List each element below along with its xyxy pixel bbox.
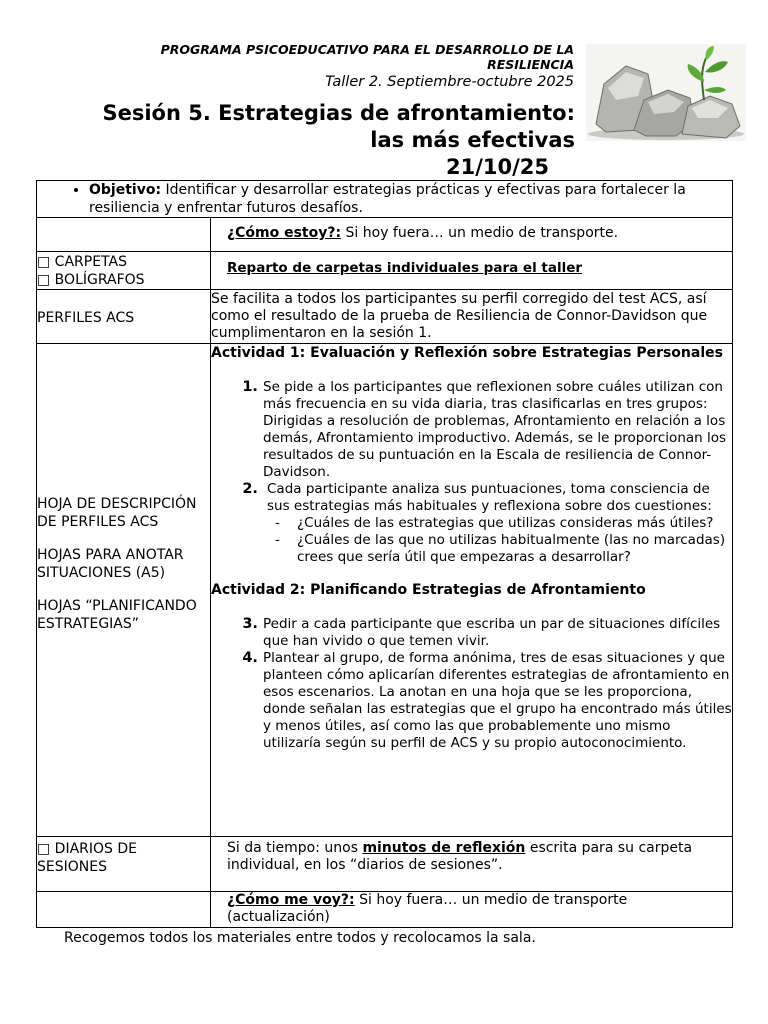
carpetas-row <box>37 252 733 290</box>
checkbox-glyph-icon: □ <box>37 841 51 857</box>
perfiles-desc: Se facilita a todos los participantes su perfil corregido del test ACS, así como el resultado de la prueba de Resiliencia de Connor-Davidson que cumplimentaron en la sesión 1. <box>211 290 733 344</box>
diarios-desc-cell <box>211 837 733 892</box>
rocks-with-sprout-image <box>586 44 746 141</box>
checkbox-glyph-icon: □ <box>37 272 51 288</box>
objective-label: Objetivo: <box>89 182 162 198</box>
step-2 <box>263 481 732 566</box>
perfiles-label: PERFILES ACS <box>37 290 211 344</box>
step-1: 1. Se pide a los participantes que reflexionen sobre cuáles utilizan con más frecuencia en su vida diaria, tras clasificarlas en tres grupos: Dirigidas a resolución de problemas, Afrontamiento en relación a los demás, Afrontamiento improductivo. Además, se le proporcionan los resultados de su puntuación en la Escala de resiliencia de Connor-Davidson. <box>263 379 732 481</box>
objective-row <box>37 181 733 218</box>
session-plan-table <box>36 180 733 928</box>
hoja-descripcion-label: HOJA DE DESCRIPCIÓN DE PERFILES ACS <box>37 496 197 530</box>
como-estoy-text: Si hoy fuera… un medio de transporte. <box>341 225 619 241</box>
como-me-voy-text: Si hoy fuera… un medio de transporte (actualización) <box>227 892 628 925</box>
activity-materials-cell <box>37 344 211 837</box>
como-estoy-cell <box>211 218 733 252</box>
como-me-voy-cell <box>211 892 733 928</box>
workshop-subtitle: Taller 2. Septiembre-octubre 2025 <box>325 74 574 90</box>
como-estoy-row <box>37 218 733 252</box>
carpetas-desc-cell <box>211 252 733 290</box>
como-estoy-label: ¿Cómo estoy?: <box>227 225 342 241</box>
closing-note: Recogemos todos los materiales entre todos y recolocamos la sala. <box>64 930 536 946</box>
program-title: PROGRAMA PSICOEDUCATIVO PARA EL DESARROLLO DE LA RESILIENCIA <box>160 42 574 72</box>
question-2: - ¿Cuáles de las que no utilizas habitualmente (las no marcadas) crees que sería útil que empezaras a desarrollar? <box>297 532 732 566</box>
carpetas-label: CARPETAS <box>50 254 127 270</box>
empty-cell <box>37 218 211 252</box>
step-3: 3. Pedir a cada participante que escriba un par de situaciones difíciles que han vivido o que temen vivir. <box>263 616 732 650</box>
diary-item <box>37 840 210 858</box>
como-me-voy-row <box>37 892 733 928</box>
activity1-title: Actividad 1: Evaluación y Reflexión sobre Estrategias Personales <box>211 345 723 361</box>
sesiones-label: SESIONES <box>37 859 107 875</box>
hojas-situaciones-label: HOJAS PARA ANOTAR SITUACIONES (A5) <box>37 547 184 581</box>
question-1: - ¿Cuáles de las estrategias que utilizas consideras más útiles? <box>297 515 732 532</box>
objective-item <box>89 181 732 217</box>
step-4: 4. Plantear al grupo, de forma anónima, tres de esas situaciones y que planteen cómo aplicarían diferentes estrategias de afrontamiento en esos escenarios. La anotan en una hoja que se les proporciona, donde señalan las estrategias que el grupo ha encontrado más útiles y menos útiles, así como las que probablemente uno mismo utilizaría según su perfil de ACS y su propio autoconocimiento. <box>263 650 732 752</box>
como-me-voy-label: ¿Cómo me voy?: <box>227 892 355 908</box>
session-title-line2: las más efectivas <box>370 128 575 152</box>
reflection-questions <box>267 515 732 566</box>
diarios-row <box>37 837 733 892</box>
diarios-label: DIARIOS DE <box>50 841 138 857</box>
pen-icon-item <box>37 271 210 289</box>
activities-row <box>37 344 733 837</box>
boligrafos-label: BOLÍGRAFOS <box>50 272 145 288</box>
diarios-bold: minutos de reflexión <box>362 840 526 856</box>
session-date: 21/10/25 <box>445 155 549 179</box>
activity1-steps <box>211 379 732 566</box>
folder-icon-item <box>37 253 210 271</box>
carpetas-desc: Reparto de carpetas individuales para el taller <box>227 260 583 276</box>
activity2-title: Actividad 2: Planificando Estrategias de Afrontamiento <box>211 582 646 598</box>
step-2-text: Cada participante analiza sus puntuaciones, toma consciencia de sus estrategias más habituales y reflexiona sobre dos cuestiones: <box>267 481 712 514</box>
hojas-planificando-label: HOJAS “PLANIFICANDO ESTRATEGIAS” <box>37 598 197 632</box>
activity2-steps <box>211 616 732 752</box>
session-title <box>40 100 575 181</box>
diarios-post: escrita para su carpeta individual, en los “diarios de sesiones”. <box>227 840 693 873</box>
diarios-cell <box>37 837 211 892</box>
checkbox-glyph-icon: □ <box>37 254 51 270</box>
objective-text: Identificar y desarrollar estrategias prácticas y efectivas para fortalecer la resiliencia y enfrentar futuros desafíos. <box>89 182 686 216</box>
diarios-pre: Si da tiempo: unos <box>227 840 363 856</box>
perfiles-row <box>37 290 733 344</box>
session-title-line1: Sesión 5. Estrategias de afrontamiento: <box>102 101 575 125</box>
empty-cell <box>37 892 211 928</box>
materials-cell <box>37 252 211 290</box>
activities-cell <box>211 344 733 837</box>
